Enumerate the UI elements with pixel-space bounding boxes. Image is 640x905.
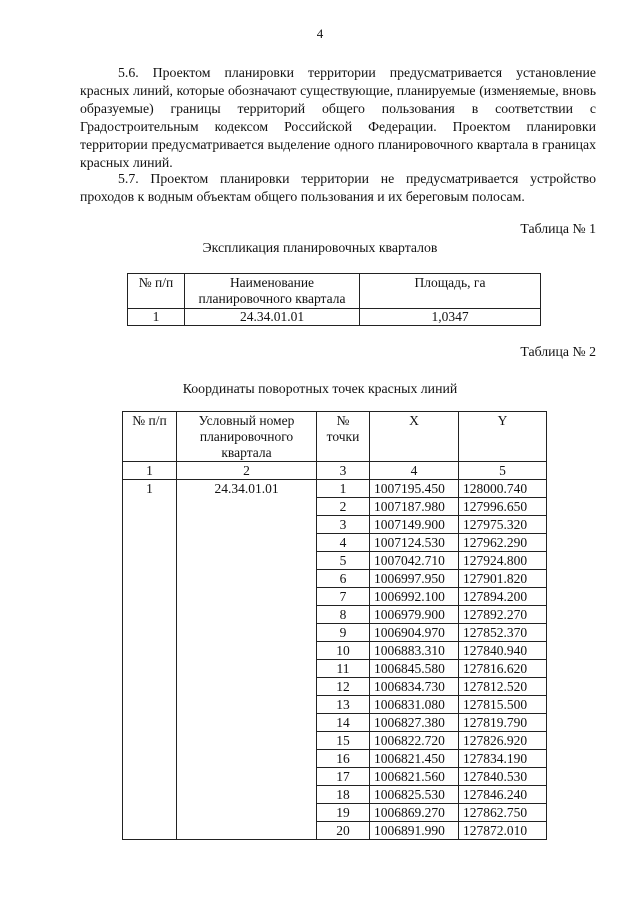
table1-caption: Экспликация планировочных кварталов	[202, 240, 438, 255]
cell-y: 127962.290	[459, 534, 547, 552]
cell-point-no: 19	[317, 804, 370, 822]
cell-y: 127894.200	[459, 588, 547, 606]
cell-quarter: 24.34.01.01	[185, 309, 360, 326]
cell-y: 127840.940	[459, 642, 547, 660]
paragraph-5-6: 5.6. Проектом планировки территории предусматривается установление красных линий, которые обозначают существующие, планируемые (изменяемые, вновь образуемые) границы территорий общего пользования в соответствии с Градостроительным кодексом Российской Федерации. Проектом планировки территории предусматривается выделение одного планировочного квартала в границах красных линий.	[80, 65, 596, 170]
cell-point-no: 15	[317, 732, 370, 750]
cell-y: 128000.740	[459, 480, 547, 498]
table-header-row	[123, 412, 547, 462]
cell-point-no: 8	[317, 606, 370, 624]
cell-y: 127901.820	[459, 570, 547, 588]
cell-group-no: 1	[123, 480, 177, 840]
cell-point-no: 11	[317, 660, 370, 678]
header-point-no: № точки	[317, 412, 370, 462]
cell-y: 127816.620	[459, 660, 547, 678]
cell-point-no: 3	[317, 516, 370, 534]
cell-x: 1006979.900	[370, 606, 459, 624]
index-cell: 1	[123, 462, 177, 480]
cell-y: 127834.190	[459, 750, 547, 768]
cell-x: 1006904.970	[370, 624, 459, 642]
header-area: Площадь, га	[360, 274, 541, 309]
cell-x: 1006827.380	[370, 714, 459, 732]
header-x: X	[370, 412, 459, 462]
cell-x: 1006821.450	[370, 750, 459, 768]
cell-point-no: 9	[317, 624, 370, 642]
cell-x: 1006834.730	[370, 678, 459, 696]
cell-x: 1006992.100	[370, 588, 459, 606]
cell-y: 127852.370	[459, 624, 547, 642]
cell-point-no: 14	[317, 714, 370, 732]
cell-point-no: 12	[317, 678, 370, 696]
cell-y: 127840.530	[459, 768, 547, 786]
cell-no: 1	[128, 309, 185, 326]
cell-point-no: 18	[317, 786, 370, 804]
cell-point-no: 6	[317, 570, 370, 588]
cell-y: 127975.320	[459, 516, 547, 534]
cell-y: 127872.010	[459, 822, 547, 840]
cell-y: 127819.790	[459, 714, 547, 732]
cell-x: 1006831.080	[370, 696, 459, 714]
cell-x: 1006883.310	[370, 642, 459, 660]
cell-y: 127826.920	[459, 732, 547, 750]
cell-x: 1006997.950	[370, 570, 459, 588]
table2-caption: Координаты поворотных точек красных линий	[182, 381, 458, 396]
table-header-row	[128, 274, 541, 309]
cell-point-no: 16	[317, 750, 370, 768]
cell-point-no: 5	[317, 552, 370, 570]
header-no: № п/п	[123, 412, 177, 462]
cell-point-no: 4	[317, 534, 370, 552]
cell-x: 1007124.530	[370, 534, 459, 552]
index-row	[123, 462, 547, 480]
cell-point-no: 7	[317, 588, 370, 606]
index-cell: 5	[459, 462, 547, 480]
cell-point-no: 1	[317, 480, 370, 498]
header-y: Y	[459, 412, 547, 462]
quarters-table	[127, 273, 541, 326]
header-no: № п/п	[128, 274, 185, 309]
coordinates-table	[122, 411, 547, 840]
table1-label: Таблица № 1	[520, 221, 596, 236]
cell-quarter: 24.34.01.01	[177, 480, 317, 840]
cell-point-no: 17	[317, 768, 370, 786]
cell-x: 1006825.530	[370, 786, 459, 804]
index-cell: 2	[177, 462, 317, 480]
cell-x: 1006821.560	[370, 768, 459, 786]
index-cell: 3	[317, 462, 370, 480]
cell-x: 1007195.450	[370, 480, 459, 498]
cell-y: 127924.800	[459, 552, 547, 570]
coordinates-body	[123, 480, 547, 840]
cell-y: 127862.750	[459, 804, 547, 822]
cell-x: 1006891.990	[370, 822, 459, 840]
paragraph-5-7: 5.7. Проектом планировки территории не предусматривается устройство проходов к водным объектам общего пользования и их береговым полосам.	[80, 171, 596, 204]
cell-x: 1007149.900	[370, 516, 459, 534]
cell-y: 127996.650	[459, 498, 547, 516]
table2-label: Таблица № 2	[520, 344, 596, 359]
cell-y: 127892.270	[459, 606, 547, 624]
cell-x: 1007187.980	[370, 498, 459, 516]
cell-point-no: 20	[317, 822, 370, 840]
cell-point-no: 13	[317, 696, 370, 714]
cell-x: 1006845.580	[370, 660, 459, 678]
table-row	[123, 480, 547, 498]
cell-x: 1006869.270	[370, 804, 459, 822]
cell-y: 127846.240	[459, 786, 547, 804]
cell-x: 1006822.720	[370, 732, 459, 750]
cell-x: 1007042.710	[370, 552, 459, 570]
cell-y: 127815.500	[459, 696, 547, 714]
table-row	[128, 309, 541, 326]
header-quarter-number: Условный номер планировочного квартала	[177, 412, 317, 462]
page-number: 4	[316, 26, 324, 41]
cell-point-no: 2	[317, 498, 370, 516]
header-quarter-name: Наименование планировочного квартала	[185, 274, 360, 309]
index-cell: 4	[370, 462, 459, 480]
cell-point-no: 10	[317, 642, 370, 660]
cell-area: 1,0347	[360, 309, 541, 326]
cell-y: 127812.520	[459, 678, 547, 696]
